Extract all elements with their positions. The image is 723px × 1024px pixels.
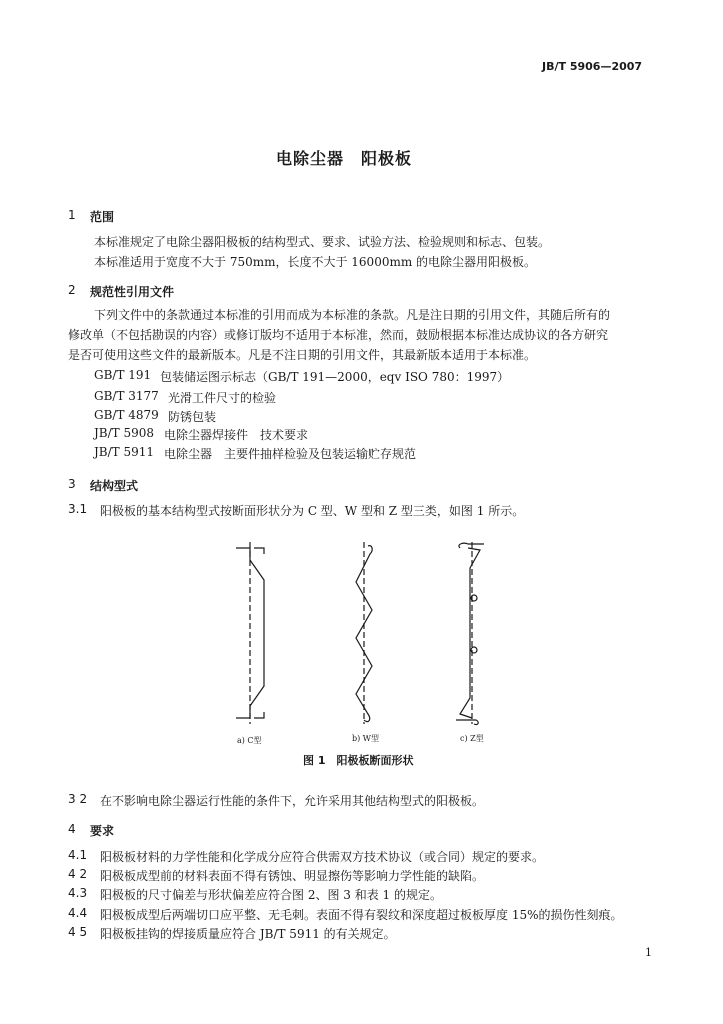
clause-3-2-text: 在不影响电除尘器运行性能的条件下，允许采用其他结构型式的阳极板。 (100, 794, 485, 808)
section-3-heading: 结构型式 (90, 479, 139, 493)
reference-title: 电除尘器 主要件抽样检验及包装运输贮存规范 (164, 447, 417, 461)
clause-4-3-text: 阳极板的尺寸偏差与形状偏差应符合图 2、图 3 和表 1 的规定。 (100, 888, 442, 902)
reference-code: JB/T 5911 (94, 445, 155, 459)
clause-3-1-text: 阳极板的基本结构型式按断面形状分为 C 型、W 型和 Z 型三类，如图 1 所示。 (100, 504, 525, 518)
clause-4-1-text: 阳极板材料的力学性能和化学成分应符合供需双方技术协议（或合同）规定的要求。 (100, 850, 545, 864)
clause-3-2-number: 3 2 (68, 792, 88, 806)
figure-label-w-type: b) W型 (352, 734, 380, 743)
figure-1-caption: 图 1 阳极板断面形状 (303, 754, 414, 767)
z-type-profile (456, 542, 484, 725)
section-4-heading: 要求 (90, 824, 115, 838)
reference-title: 防锈包装 (168, 410, 217, 424)
clause-4-1-number: 4.1 (68, 848, 88, 862)
section-2-paragraph-line-1: 下列文件中的条款通过本标准的引用而成为本标准的条款。凡是注日期的引用文件，其随后所有的 (94, 308, 611, 322)
section-1-paragraph-2: 本标准适用于宽度不大于 750mm，长度不大于 16000mm 的电除尘器用阳极板。 (94, 255, 537, 269)
section-2-heading: 规范性引用文件 (90, 285, 175, 299)
reference-code: GB/T 3177 (94, 389, 159, 403)
section-2-paragraph-line-3: 是否可使用这些文件的最新版本。凡是不注日期的引用文件，其最新版本适用于本标准。 (68, 348, 537, 362)
section-2-number: 2 (68, 283, 76, 297)
section-1-paragraph-1: 本标准规定了电除尘器阳极板的结构型式、要求、试验方法、检验规则和标志、包装。 (94, 235, 551, 249)
section-1-heading: 范围 (90, 210, 115, 224)
section-3-number: 3 (68, 477, 76, 491)
clause-4-5-number: 4 5 (68, 925, 88, 939)
clause-4-2-number: 4 2 (68, 867, 88, 881)
page-number: 1 (645, 946, 652, 959)
clause-3-1-number: 3.1 (68, 502, 88, 516)
section-1-number: 1 (68, 208, 76, 222)
document-title: 电除尘器 阳极板 (276, 149, 413, 168)
reference-title: 电除尘器焊接件 技术要求 (164, 428, 309, 442)
clause-4-4-number: 4.4 (68, 906, 88, 920)
clause-4-2-text: 阳极板成型前的材料表面不得有锈蚀、明显擦伤等影响力学性能的缺陷。 (100, 869, 485, 883)
reference-title: 光滑工件尺寸的检验 (168, 391, 277, 405)
c-type-profile (236, 542, 264, 724)
figure-label-c-type: a) C型 (237, 736, 262, 745)
standard-number: JB/T 5906—2007 (542, 60, 643, 73)
reference-code: GB/T 191 (94, 368, 152, 382)
reference-code: GB/T 4879 (94, 408, 159, 422)
clause-4-5-text: 阳极板挂钩的焊接质量应符合 JB/T 5911 的有关规定。 (100, 927, 396, 941)
clause-4-3-number: 4.3 (68, 886, 88, 900)
section-2-paragraph-line-2: 修改单（不包括勘误的内容）或修订版均不适用于本标准，然而，鼓励根据本标准达成协议的各方研究 (68, 328, 609, 342)
clause-4-4-text: 阳极板成型后两端切口应平整、无毛刺。表面不得有裂纹和深度超过板板厚度 15%的损伤性刻痕。 (100, 908, 623, 922)
reference-code: JB/T 5908 (94, 426, 155, 440)
section-4-number: 4 (68, 822, 76, 836)
figure-label-z-type: c) Z型 (460, 734, 484, 743)
figure-1-profiles (228, 538, 508, 728)
w-type-profile (356, 542, 372, 724)
reference-title: 包装储运图示标志（GB/T 191—2000，eqv ISO 780：1997） (160, 370, 510, 384)
